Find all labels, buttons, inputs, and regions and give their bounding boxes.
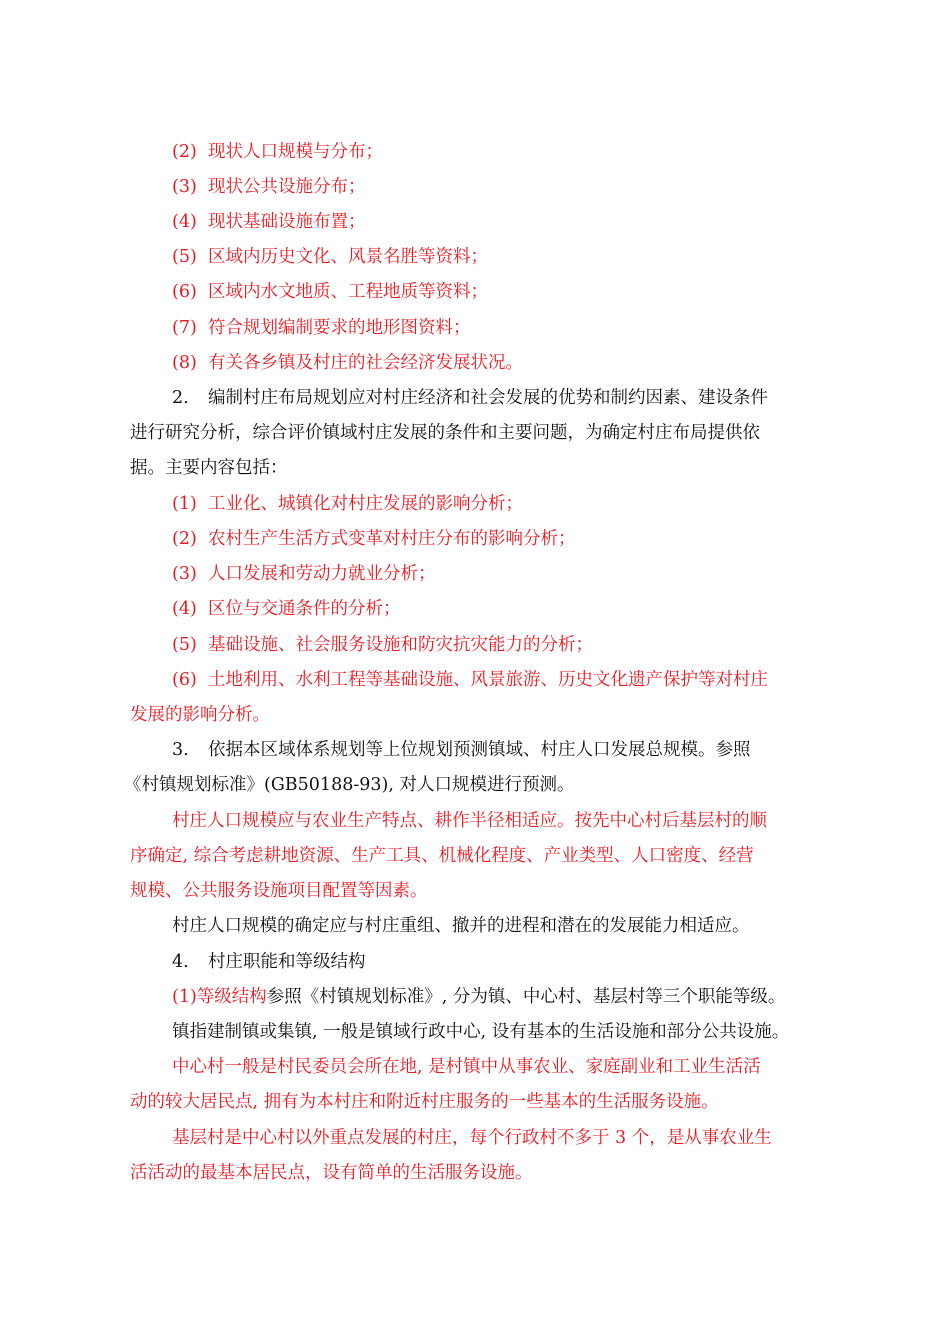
list-item (172, 492, 523, 516)
item-number: (1) (172, 494, 197, 514)
item-text: 现状人口规模与分布； (208, 142, 383, 162)
line-text: 参照《村镇规划标准》, 分为镇、中心村、基层村等三个职能等级。 (266, 987, 786, 1007)
list-item (172, 316, 471, 340)
item-text: 有关各乡镇及村庄的社会经济发展状况。 (208, 353, 523, 373)
item-text: 土地利用、水利工程等基础设施、风景旅游、历史文化遗产保护等对村庄 (208, 670, 768, 690)
paragraph-line: 村庄人口规模应与农业生产特点、耕作半径相适应。按先中心村后基层村的顺 (172, 811, 767, 831)
paragraph-line: 镇指建制镇或集镇, 一般是镇域行政中心, 设有基本的生活设施和部分公共设施。 (172, 1022, 790, 1042)
paragraph-line: 进行研究分析，综合评价镇域村庄发展的条件和主要问题，为确定村庄布局提供依 (130, 423, 760, 443)
paragraph-line: 序确定, 综合考虑耕地资源、生产工具、机械化程度、产业类型、人口密度、经营 (130, 846, 754, 866)
list-item (172, 633, 593, 657)
item-number: (7) (172, 318, 197, 338)
item-text: 现状公共设施分布； (208, 177, 366, 197)
list-item (172, 668, 768, 692)
paragraph-line: 村庄人口规模的确定应与村庄重组、撤并的进程和潜在的发展能力相适应。 (172, 916, 750, 936)
section-number: 2. (172, 388, 189, 408)
paragraph-line (172, 950, 366, 974)
item-number: (8) (172, 353, 197, 373)
item-text: 符合规划编制要求的地形图资料； (208, 318, 471, 338)
list-item (172, 175, 366, 199)
paragraph-line: 据。主要内容包括： (130, 458, 288, 478)
paragraph-line (172, 386, 768, 410)
item-text: 人口发展和劳动力就业分析； (208, 564, 436, 584)
list-item (172, 527, 576, 551)
paragraph-line (172, 985, 785, 1009)
item-number: (5) (172, 635, 197, 655)
list-item (172, 140, 383, 164)
paragraph-line: 中心村一般是村民委员会所在地, 是村镇中从事农业、家庭副业和工业生活活 (172, 1057, 761, 1077)
item-text: 基础设施、社会服务设施和防灾抗灾能力的分析； (208, 635, 593, 655)
item-text: 区域内水文地质、工程地质等资料； (208, 282, 488, 302)
paragraph-line: 基层村是中心村以外重点发展的村庄，每个行政村不多于 3 个，是从事农业生 (172, 1128, 772, 1148)
list-item (172, 280, 488, 304)
item-number: (3) (172, 564, 197, 584)
item-number: (4) (172, 212, 197, 232)
item-text: 区位与交通条件的分析； (208, 599, 401, 619)
list-item-continuation: 发展的影响分析。 (130, 705, 270, 725)
item-text: 工业化、城镇化对村庄发展的影响分析； (208, 494, 523, 514)
list-item (172, 597, 401, 621)
paragraph-line (172, 738, 751, 762)
item-number: (6) (172, 670, 197, 690)
list-item (172, 245, 488, 269)
item-number: (6) (172, 282, 197, 302)
item-text: 农村生产生活方式变革对村庄分布的影响分析； (208, 529, 576, 549)
item-text: 现状基础设施布置； (208, 212, 366, 232)
item-text: 区域内历史文化、风景名胜等资料； (208, 247, 488, 267)
section-number: 3. (172, 740, 189, 760)
paragraph-line: 《村镇规划标准》(GB50188-93), 对人口规模进行预测。 (124, 775, 575, 795)
item-number: (2) (172, 529, 197, 549)
line-text: 依据本区域体系规划等上位规划预测镇域、村庄人口发展总规模。参照 (208, 740, 751, 760)
list-item (172, 562, 436, 586)
list-item (172, 210, 366, 234)
item-number: (2) (172, 142, 197, 162)
section-number: 4. (172, 952, 189, 972)
item-number: (4) (172, 599, 197, 619)
paragraph-line: 规模、公共服务设施项目配置等因素。 (130, 881, 428, 901)
line-text: 编制村庄布局规划应对村庄经济和社会发展的优势和制约因素、建设条件 (208, 388, 768, 408)
paragraph-line: 动的较大居民点, 拥有为本村庄和附近村庄服务的一些基本的生活服务设施。 (130, 1092, 719, 1112)
item-number: (3) (172, 177, 197, 197)
paragraph-line: 活活动的最基本居民点，设有简单的生活服务设施。 (130, 1163, 533, 1183)
highlight-text: (1)等级结构 (172, 987, 267, 1007)
list-item (172, 351, 523, 375)
item-number: (5) (172, 247, 197, 267)
line-text: 村庄职能和等级结构 (208, 952, 366, 972)
